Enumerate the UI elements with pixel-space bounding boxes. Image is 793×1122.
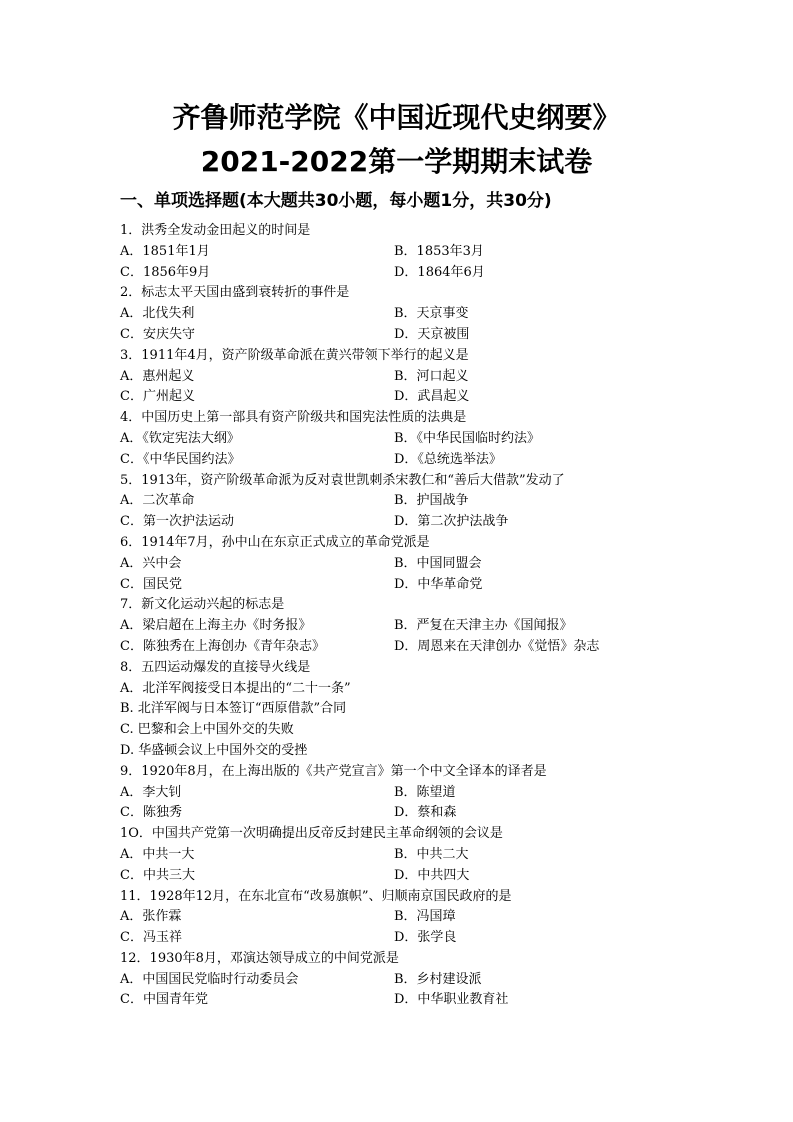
question-6	[120, 533, 680, 595]
option-b: B．中国同盟会	[394, 555, 482, 571]
question-stem: 2．标志太平天国由盛到衰转折的事件是	[120, 285, 350, 301]
question-stem: 12．1930年8月，邓演达领导成立的中间党派是	[120, 950, 399, 966]
option-a: A．兴中会	[120, 555, 182, 571]
option-d: D．中华革命党	[394, 576, 483, 592]
option-c: C．中共三大	[120, 867, 195, 883]
question-stem: 4．中国历史上第一部具有资产阶级共和国宪法性质的法典是	[120, 410, 467, 426]
option-b: B．《中华民国临时约法》	[394, 430, 541, 446]
option-b: B．1853年3月	[394, 243, 484, 259]
option-b: B．护国战争	[394, 493, 469, 509]
question-stem: 9．1920年8月，在上海出版的《共产党宣言》第一个中文全译本的译者是	[120, 763, 547, 779]
option-row	[120, 845, 680, 866]
option-d: D．中华职业教育社	[394, 992, 509, 1008]
question-7	[120, 595, 680, 657]
option-row	[120, 907, 680, 928]
option-c: C．陈独秀	[120, 805, 182, 821]
option-row	[120, 325, 680, 346]
option-b: B．严复在天津主办《国闻报》	[394, 618, 573, 634]
option-a: A．李大钊	[120, 784, 182, 800]
option-row	[120, 387, 680, 408]
question-stem: 11．1928年12月，在东北宣布“改易旗帜”、归顺南京国民政府的是	[120, 888, 512, 904]
option-row	[120, 783, 680, 804]
question-stem: 7．新文化运动兴起的标志是	[120, 597, 285, 613]
question-stem: 1O．中国共产党第一次明确提出反帝反封建民主革命纲领的会议是	[120, 826, 503, 842]
option-d: D．天京被围	[394, 326, 470, 342]
option-row	[120, 491, 680, 512]
option-row	[120, 554, 680, 575]
exam-title-line1: 齐鲁师范学院《中国近现代史纲要》	[172, 101, 621, 134]
option-row	[120, 512, 680, 533]
option-c: C．国民党	[120, 576, 182, 592]
option-d: D．周恩来在天津创办《觉悟》杂志	[394, 638, 600, 654]
option-a: A．梁启超在上海主办《时务报》	[120, 618, 312, 634]
option-b: B．乡村建设派	[394, 971, 482, 987]
question-12	[120, 949, 680, 1011]
question-5	[120, 471, 680, 533]
option-d: D．武昌起义	[394, 389, 470, 405]
option-a: A．中国国民党临时行动委员会	[120, 971, 299, 987]
question-8	[120, 658, 680, 762]
option-row	[120, 970, 680, 991]
option-row	[120, 866, 680, 887]
option-row	[120, 637, 680, 658]
option-row	[120, 928, 680, 949]
question-stem: 1．洪秀全发动金田起义的时间是	[120, 223, 311, 238]
question-11	[120, 887, 680, 949]
question-2	[120, 283, 680, 345]
option-row	[120, 990, 680, 1011]
option-d: D. 华盛顿会议上中国外交的受挫	[120, 742, 308, 758]
option-d: D．张学良	[394, 930, 457, 946]
option-row	[120, 429, 680, 450]
question-4	[120, 408, 680, 470]
option-row	[120, 803, 680, 824]
option-row	[120, 304, 680, 325]
option-row	[120, 367, 680, 388]
option-c: C．陈独秀在上海创办《青年杂志》	[120, 638, 325, 654]
option-b: B．中共二大	[394, 846, 469, 862]
option-b: B．天京事变	[394, 306, 469, 322]
option-d: D．中共四大	[394, 867, 470, 883]
option-b: B．河口起义	[394, 368, 469, 384]
option-c: C．中国青年党	[120, 992, 208, 1008]
question-list	[120, 221, 680, 1011]
option-b: B. 北洋军阀与日本签订“西原借款”合同	[120, 701, 347, 717]
option-a: A．张作霖	[120, 909, 182, 925]
question-10	[120, 824, 680, 886]
option-c: C. 巴黎和会上中国外交的失败	[120, 722, 294, 738]
option-row	[120, 450, 680, 471]
option-a: A．中共一大	[120, 846, 195, 862]
option-a: A．1851年1月	[120, 243, 210, 259]
option-a: A．北伐失利	[120, 306, 195, 322]
question-stem: 3．1911年4月，资产阶级革命派在黄兴带领下举行的起义是	[120, 347, 469, 363]
option-row	[120, 263, 680, 284]
question-stem: 8．五四运动爆发的直接导火线是	[120, 659, 311, 675]
option-row	[120, 616, 680, 637]
option-a: A．北洋军阀接受日本提出的“二十一条”	[120, 680, 351, 696]
option-row	[120, 242, 680, 263]
question-stem: 5．1913年，资产阶级革命派为反对袁世凯刺杀宋教仁和“善后大借款”发动了	[120, 472, 565, 488]
question-1	[120, 221, 680, 283]
option-d: D．蔡和森	[394, 805, 457, 821]
option-a: A．《钦定宪法大纲》	[120, 430, 240, 446]
section-heading: 一、单项选择题(本大题共30小题，每小题1分，共30分)	[120, 191, 552, 211]
option-c: C．第一次护法运动	[120, 514, 234, 530]
option-d: D．《总统选举法》	[394, 451, 502, 467]
option-b: B．陈望道	[394, 784, 456, 800]
question-3	[120, 346, 680, 408]
question-stem: 6．1914年7月，孙中山在东京正式成立的革命党派是	[120, 534, 430, 550]
option-c: C．1856年9月	[120, 264, 211, 280]
option-c: C．广州起义	[120, 389, 195, 405]
option-a: A．惠州起义	[120, 368, 195, 384]
option-c: C．《中华民国约法》	[120, 451, 241, 467]
exam-title-line2: 2021-2022第一学期期末试卷	[200, 145, 593, 178]
question-9	[120, 762, 680, 824]
option-c: C．安庆失守	[120, 326, 195, 342]
option-d: D．1864年6月	[394, 264, 485, 280]
option-c: C．冯玉祥	[120, 930, 182, 946]
option-b: B．冯国璋	[394, 909, 456, 925]
option-d: D．第二次护法战争	[394, 514, 509, 530]
option-a: A．二次革命	[120, 493, 195, 509]
option-row	[120, 575, 680, 596]
